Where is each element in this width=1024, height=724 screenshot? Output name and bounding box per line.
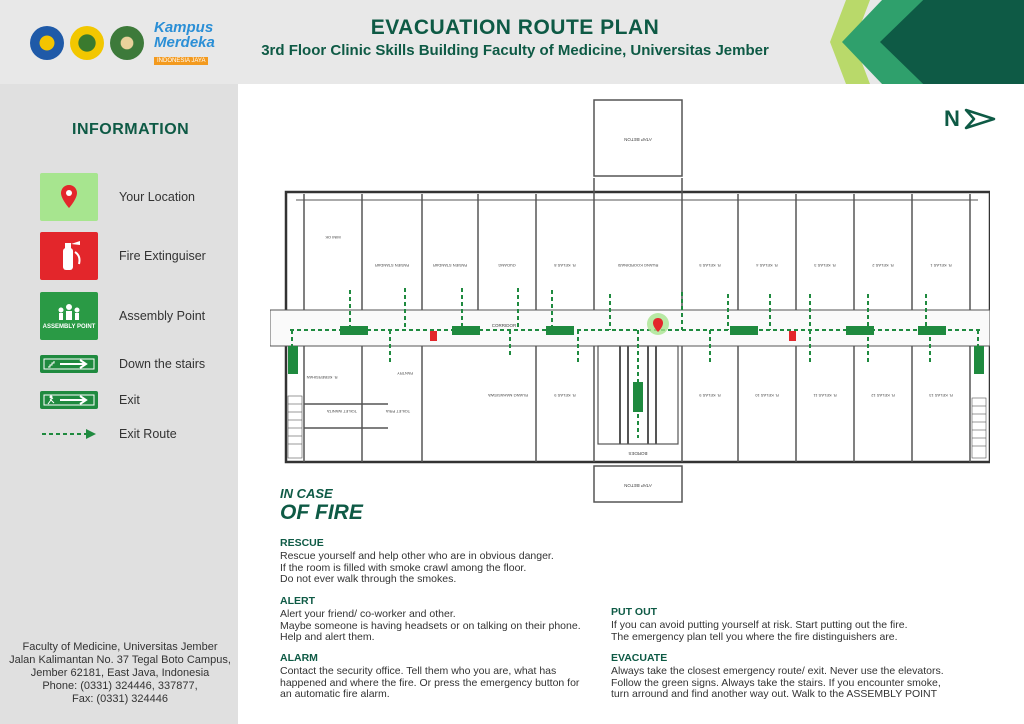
room-label: TOILET WANITA [326, 409, 358, 414]
legend-your-location [40, 173, 195, 221]
alert-line: Alert your friend/ co-worker and other. [280, 607, 456, 620]
room-label: PASIEN STANDAR [374, 263, 410, 268]
dashed-arrow-icon [40, 427, 98, 441]
rescue-section [280, 538, 554, 586]
legend-exit [40, 391, 140, 409]
rescue-line: Do not ever walk through the smokes. [280, 573, 457, 586]
kemdikbud-logo [30, 26, 64, 60]
address-line: Jalan Kalimantan No. 37 Tegal Boto Campus, [9, 654, 231, 666]
floor-plan [270, 98, 990, 506]
room-label: R. KEBERSIHAN [306, 375, 338, 380]
evacuate-line: turn arround and find another way out. Walk to the ASSEMBLY POINT [611, 688, 938, 701]
room-label: RUANG KOORDINASI [617, 263, 659, 268]
legend-fire-extinguisher [40, 232, 206, 280]
rescue-title: RESCUE [280, 537, 324, 549]
address-line: Jember 62181, East Java, Indonesia [30, 667, 210, 679]
kampus-merdeka-text-2: Merdeka [154, 34, 215, 51]
evacuate-title: EVACUATE [611, 652, 668, 664]
fire-extinguisher-icon [40, 232, 98, 280]
put-out-title: PUT OUT [611, 606, 658, 618]
room-label: R. KELAS 5 [699, 263, 721, 268]
corridor-label: CORRIDOR [491, 323, 517, 328]
exit-arrow-icon [40, 391, 98, 409]
address-line: Fax: (0331) 324446 [71, 693, 168, 705]
alert-line: Help and alert them. [280, 631, 375, 644]
legend-label: Exit [119, 393, 140, 407]
stairs-arrow-icon [40, 355, 98, 373]
room-label: R. KELAS 9 [699, 393, 721, 398]
page-subtitle: 3rd Floor Clinic Skills Building Faculty of Medicine, Universitas Jember [261, 42, 769, 59]
legend-label: Assembly Point [119, 309, 206, 323]
logo-group [30, 20, 215, 66]
assembly-point-sign-text: ASSEMBLY POINT [42, 324, 96, 330]
room-label: R. KELAS 11 [813, 393, 837, 398]
legend-exit-route [40, 427, 177, 441]
room-label: R. KELAS 12 [871, 393, 895, 398]
put-out-section [611, 607, 908, 643]
kampus-merdeka-text-1: Kampus [154, 19, 214, 36]
alarm-title: ALARM [280, 652, 318, 664]
address-block [0, 641, 240, 706]
room-label: R. KELAS 9 [554, 393, 576, 398]
room-label: R. KELAS 8 [554, 263, 576, 268]
alarm-line: an automatic fire alarm. [280, 688, 390, 701]
alarm-section [280, 653, 579, 701]
fire-extinguisher-marker [430, 331, 437, 341]
alert-section [280, 596, 581, 644]
bordes-label: BORDES [628, 451, 648, 456]
legend-assembly-point [40, 292, 206, 340]
legend-down-stairs [40, 355, 206, 373]
room-label: TOILET PRIA [385, 409, 411, 414]
atap-beton-bottom-label: ATAP BETON [624, 483, 652, 488]
room-label: R. KELAS 3 [814, 263, 836, 268]
room-label: MINI OK [325, 235, 341, 240]
put-out-line: The emergency plan tell you where the fire distinguishers are. [611, 630, 898, 643]
address-line: Phone: (0331) 324446, 337877, [42, 680, 198, 692]
page-title: EVACUATION ROUTE PLAN [370, 16, 660, 39]
evacuate-line: Always take the closest emergency route/ exit. Never use the elevators. [611, 664, 944, 677]
room-label: R. KELAS 10 [755, 393, 779, 398]
room-label: GUDANG [498, 263, 516, 268]
room-label: RUANG MAHASISWA [488, 393, 528, 398]
rescue-line: If the room is filled with smoke crawl among the floor. [280, 561, 527, 574]
evacuate-section [611, 653, 944, 701]
evacuate-line: Follow the green signs. Always take the stairs. If you encounter smoke, [611, 676, 941, 689]
alarm-line: happened and where the fire. Or press the emergency button for [280, 676, 580, 689]
alert-line: Maybe someone is having headsets or on talking on their phone. [280, 619, 581, 632]
info-title: INFORMATION [72, 121, 190, 138]
faculty-logo [110, 26, 144, 60]
address-line: Faculty of Medicine, Universitas Jember [22, 641, 218, 653]
left-stairs [288, 396, 302, 458]
alarm-line: Contact the security office. Tell them who you are, what has [280, 664, 557, 677]
assembly-point-icon [40, 292, 98, 340]
room-label: R. KELAS 4 [756, 263, 778, 268]
room-label: R. KELAS 2 [872, 263, 894, 268]
kampus-merdeka-tagline: INDONESIA JAYA [154, 57, 208, 65]
room-label: PANTRY [397, 371, 413, 376]
alert-title: ALERT [280, 595, 315, 607]
room-label: PASIEN STANDAR [432, 263, 468, 268]
right-stairs [972, 398, 986, 458]
legend-label: Your Location [119, 190, 195, 204]
legend-label: Down the stairs [119, 357, 206, 371]
room-label: R. KELAS 13 [929, 393, 953, 398]
legend-label: Exit Route [119, 427, 177, 441]
north-label: N [944, 106, 960, 131]
legend-label: Fire Extinguiser [119, 249, 206, 263]
corridor [270, 310, 990, 346]
in-case-label: IN CASE [280, 486, 333, 501]
fire-extinguisher-marker [789, 331, 796, 341]
location-pin-icon [40, 173, 98, 221]
rescue-line: Rescue yourself and help other who are in obvious danger. [280, 549, 554, 562]
kampus-merdeka-logo [154, 20, 215, 66]
room-label: R. KELAS 1 [930, 263, 952, 268]
of-fire-heading: OF FIRE [280, 501, 363, 524]
put-out-line: If you can avoid putting yourself at risk. Start putting out the fire. [611, 618, 908, 631]
university-logo [70, 26, 104, 60]
atap-beton-top-label: ATAP BETON [624, 137, 652, 142]
